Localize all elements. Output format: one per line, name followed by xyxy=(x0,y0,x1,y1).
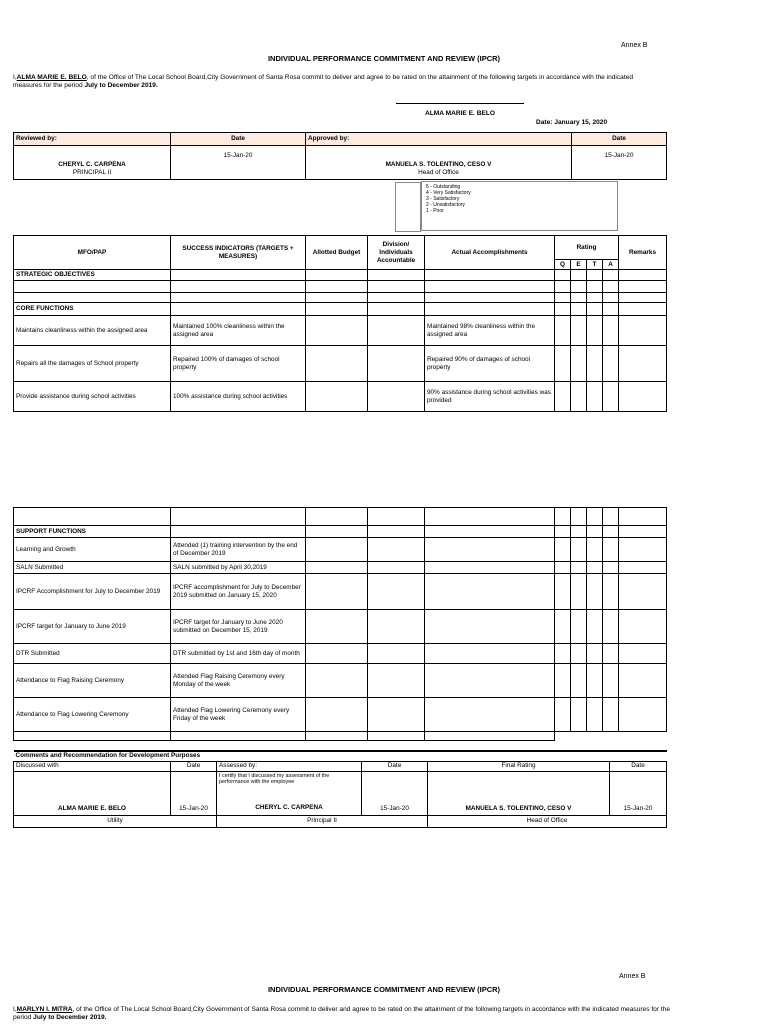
date-line: Date: January 15, 2020 xyxy=(536,119,608,126)
footer-table xyxy=(13,750,667,828)
col-remarks: Remarks xyxy=(619,236,667,270)
page2-intro-text: , of the Office of The Local School Board,City Government of Santa Rosa commit to deliver and agree to be rated on the attainment of the following targets in accordance with the indicated measures for the period xyxy=(13,1006,671,1021)
col-division: Division/ Individuals Accountable xyxy=(368,236,425,270)
table-row xyxy=(14,664,667,698)
row-success: DTR submitted by 1st and 16th day of month xyxy=(171,644,306,664)
row-mfo: SALN Submitted xyxy=(14,562,171,574)
approver-date: 15-Jan-20 xyxy=(572,146,667,180)
col-mfo: MFO/PAP xyxy=(14,236,171,270)
row-actual: Maintained 98% cleanliness within the assigned area xyxy=(425,316,555,346)
scale-item: 1 - Poor xyxy=(426,208,444,214)
row-mfo: Learning and Growth xyxy=(14,538,171,562)
page2-intro-name: MARLYN I. MITRA xyxy=(16,1006,73,1013)
approved-by-label: Approved by: xyxy=(306,133,572,146)
date-label: Date xyxy=(171,133,306,146)
comments-label: Comments and Recommendation for Development Purposes xyxy=(14,751,667,761)
table-row xyxy=(14,562,667,574)
support-table xyxy=(13,507,667,741)
page2-annex-label: Annex B xyxy=(619,973,646,980)
scale-item: 4 - Very Satisfactory xyxy=(426,190,471,196)
reviewed-by-label: Reviewed by: xyxy=(14,133,171,146)
review-table xyxy=(13,132,667,180)
row-mfo: Attendance to Flag Lowering Ceremony xyxy=(14,698,171,732)
signature-line xyxy=(396,103,524,104)
assessor-cell xyxy=(217,771,362,815)
footer-date-label-1: Date xyxy=(171,761,217,771)
footer-name-1: ALMA MARIE E. BELO xyxy=(14,771,171,815)
row-mfo: Maintains cleanliness within the assigned area xyxy=(14,316,171,346)
row-actual: Repaired 90% of damages of school property xyxy=(425,346,555,382)
page-title: INDIVIDUAL PERFORMANCE COMMITMENT AND REVIEW (IPCR) xyxy=(267,54,501,63)
intro-name: ALMA MARIE E. BELO xyxy=(16,74,87,81)
row-mfo: DTR Submitted xyxy=(14,644,171,664)
reviewer-name: CHERYL C. CARPENA xyxy=(58,161,126,168)
page2-intro-prefix: I, xyxy=(13,1006,17,1013)
final-rating-label: Final Rating xyxy=(428,761,610,771)
approver-cell xyxy=(306,146,572,180)
page2-intro-paragraph xyxy=(13,1006,683,1022)
table-row xyxy=(14,644,667,664)
table-row xyxy=(14,698,667,732)
table-row xyxy=(14,382,667,412)
approver-title: Head of Office xyxy=(418,169,459,176)
footer-role-1: Utility xyxy=(14,815,217,827)
intro-paragraph xyxy=(13,74,663,90)
row-success: Repaired 100% of damages of school property xyxy=(171,346,306,382)
row-actual: 90% assistance during school activities was provided xyxy=(425,382,555,412)
intro-period: July to December 2019. xyxy=(84,82,158,89)
row-mfo: IPCRF Accomplishment for July to December 2019 xyxy=(14,574,171,610)
scale-item: 2 - Unsatisfactory xyxy=(426,202,465,208)
col-success: SUCCESS INDICATORS (TARGETS + MEASURES) xyxy=(171,236,306,270)
col-e: E xyxy=(571,260,587,270)
reviewer-title: PRINCIPAL II xyxy=(72,169,112,176)
col-actual: Actual Accomplishments xyxy=(425,236,555,270)
table-row xyxy=(14,574,667,610)
scale-box-left xyxy=(395,182,421,232)
col-q: Q xyxy=(555,260,571,270)
col-budget: Allotted Budget xyxy=(306,236,368,270)
strategic-objectives-label: STRATEGIC OBJECTIVES xyxy=(14,270,171,281)
page2-title: INDIVIDUAL PERFORMANCE COMMITMENT AND REVIEW (IPCR) xyxy=(267,985,501,994)
date-label-2: Date xyxy=(572,133,667,146)
intro-text: , of the Office of The Local School Board,City Government of Santa Rosa commit to deliver and agree to be rated on the attainment of the following targets in accordance with the indicated measures for the period xyxy=(13,74,634,89)
col-t: T xyxy=(587,260,603,270)
row-success: 100% assistance during school activities xyxy=(171,382,306,412)
rating-scale-legend xyxy=(421,181,618,231)
table-row xyxy=(14,346,667,382)
reviewer-cell xyxy=(14,146,171,180)
row-mfo: Repairs all the damages of School property xyxy=(14,346,171,382)
certify-text: I certify that I discussed my assessment of the performance with the employee xyxy=(219,773,330,785)
table-row xyxy=(14,316,667,346)
scale-item: 3 - Satisfactory xyxy=(426,196,460,202)
footer-name-3: MANUELA S. TOLENTINO, CESO V xyxy=(428,771,610,815)
footer-date-3: 15-Jan-20 xyxy=(610,771,667,815)
reviewer-date: 15-Jan-20 xyxy=(171,146,306,180)
footer-role-2: Principal II xyxy=(217,815,428,827)
core-functions-label: CORE FUNCTIONS xyxy=(14,303,171,316)
footer-date-2: 15-Jan-20 xyxy=(362,771,428,815)
intro-prefix: I, xyxy=(13,74,17,81)
annex-label: Annex B xyxy=(621,42,648,49)
ipcr-table xyxy=(13,235,667,412)
row-mfo: Attendance to Flag Raising Ceremony xyxy=(14,664,171,698)
row-success: Attended Flag Lowering Ceremony every Friday of the week xyxy=(171,698,306,732)
ratee-signature: ALMA MARIE E. BELO xyxy=(424,110,496,117)
footer-date-1: 15-Jan-20 xyxy=(171,771,217,815)
discussed-with-label: Discussed with xyxy=(14,761,171,771)
footer-role-3: Head of Office xyxy=(428,815,667,827)
row-mfo: IPCRF target for January to June 2019 xyxy=(14,610,171,644)
table-row xyxy=(14,610,667,644)
row-success: SALN submitted by April 30,2019 xyxy=(171,562,306,574)
row-mfo: Provide assistance during school activities xyxy=(14,382,171,412)
footer-date-label-2: Date xyxy=(362,761,428,771)
row-success: Attended (1) training intervention by the end of December 2019 xyxy=(171,538,306,562)
row-success: IPCRF target for January to June 2020 submitted on December 15, 2019 xyxy=(171,610,306,644)
row-success: Attended Flag Raising Ceremony every Monday of the week xyxy=(171,664,306,698)
row-success: IPCRF accomplishment for July to December 2019 submitted on January 15, 2020 xyxy=(171,574,306,610)
footer-date-label-3: Date xyxy=(610,761,667,771)
scale-item: 5 - Outstanding xyxy=(426,184,461,190)
approver-name: MANUELA S. TOLENTINO, CESO V xyxy=(385,161,492,168)
col-a: A xyxy=(603,260,619,270)
row-success: Maintained 100% cleanliness within the assigned area xyxy=(171,316,306,346)
page2-intro-period: July to December 2019. xyxy=(33,1014,107,1021)
assessed-by-label: Assessed by: xyxy=(217,761,362,771)
col-rating: Rating xyxy=(555,236,619,260)
support-functions-label: SUPPORT FUNCTIONS xyxy=(14,526,171,538)
table-row xyxy=(14,538,667,562)
footer-name-2: CHERYL C. CARPENA xyxy=(255,804,323,811)
